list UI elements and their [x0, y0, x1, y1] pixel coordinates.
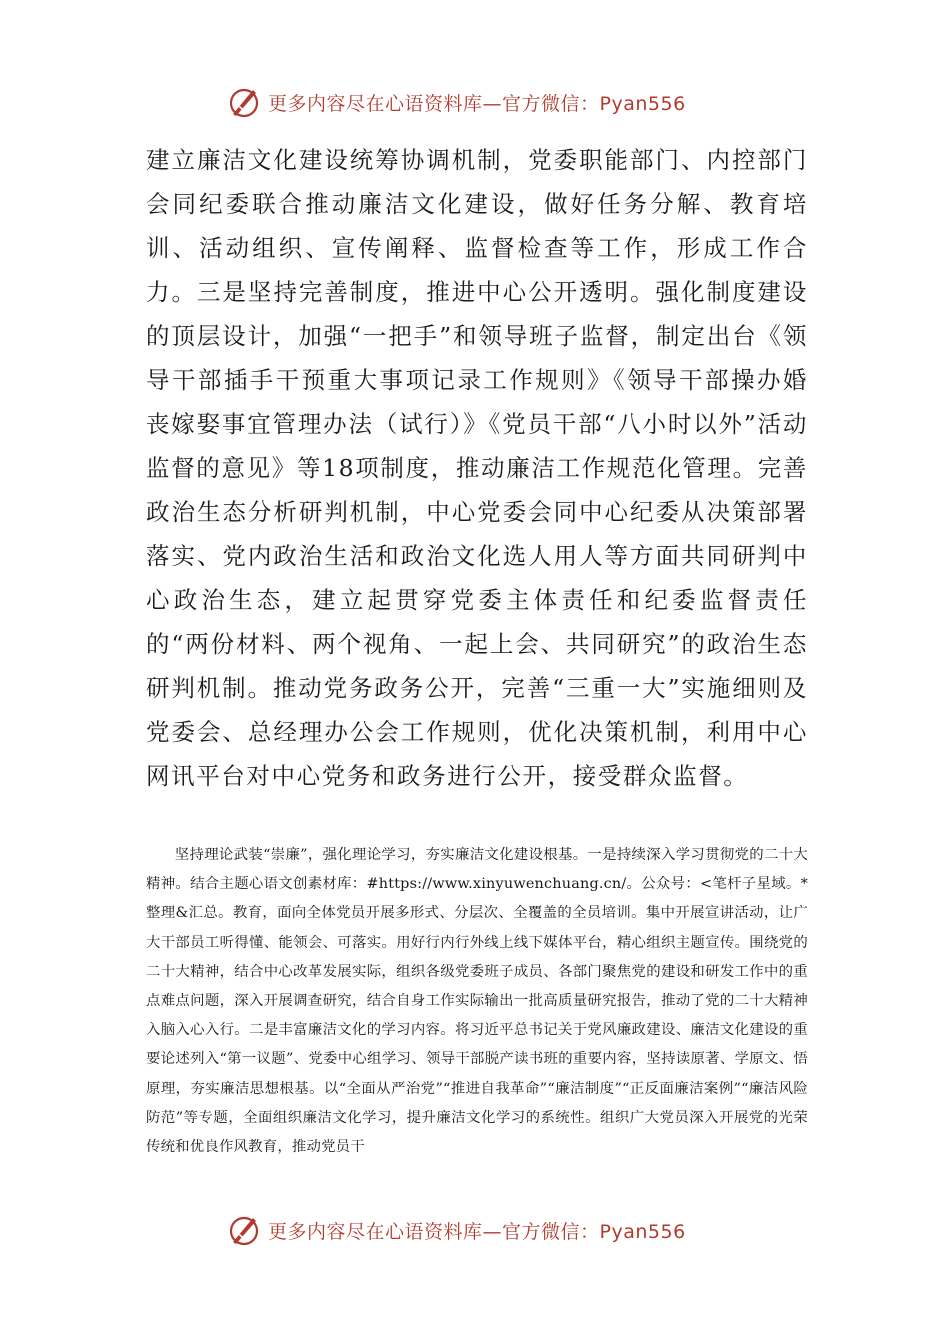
pen-circle-logo-icon: [226, 1212, 262, 1248]
pen-circle-logo-icon: [226, 84, 262, 120]
body-paragraph-small: 坚持理论武装“崇廉”，强化理论学习，夯实廉洁文化建设根基。一是持续深入学习贯彻党的二十大精神。结合主题心语文创素材库：#https://www.xinyuwenchuang.cn/。公众号：<笔杆子星域。*整理&汇总。教育，面向全体党员开展多形式、分层次、全覆盖的全员培训。集中开展宣讲活动，让广大干部员工听得懂、能领会、可落实。用好行内行外线上线下媒体平台，精心组织主题宣传。围绕党的二十大精神，结合中心改革发展实际，组织各级党委班子成员、各部门聚焦党的建设和研发工作中的重点难点问题，深入开展调查研究，结合自身工作实际输出一批高质量研究报告，推动了党的二十大精神入脑入心入行。二是丰富廉洁文化的学习内容。将习近平总书记关于党风廉政建设、廉洁文化建设的重要论述列入“第一议题”、党委中心组学习、领导干部脱产读书班的重要内容，坚持读原著、学原文、悟原理，夯实廉洁思想根基。以“全面从严治党”“推进自我革命”“廉洁制度”“正反面廉洁案例”“廉洁风险防范”等专题，全面组织廉洁文化学习，提升廉洁文化学习的系统性。组织广大党员深入开展党的光荣传统和优良作风教育，推动党员干: [146, 847, 808, 1156]
header-banner: [226, 82, 746, 122]
body-paragraph-large: 建立廉洁文化建设统筹协调机制，党委职能部门、内控部门会同纪委联合推动廉洁文化建设，做好任务分解、教育培训、活动组织、宣传阐释、监督检查等工作，形成工作合力。三是坚持完善制度，推进中心公开透明。强化制度建设的顶层设计，加强“一把手”和领导班子监督，制定出台《领导干部插手干预重大事项记录工作规则》《领导干部操办婚丧嫁娶事宜管理办法（试行）》《党员干部“八小时以外”活动监督的意见》等18项制度，推动廉洁工作规范化管理。完善政治生态分析研判机制，中心党委会同中心纪委从决策部署落实、党内政治生活和政治文化选人用人等方面共同研判中心政治生态，建立起贯穿党委主体责任和纪委监督责任的“两份材料、两个视角、一起上会、共同研究”的政治生态研判机制。推动党务政务公开，完善“三重一大”实施细则及党委会、总经理办公会工作规则，优化决策机制，利用中心网讯平台对中心党务和政务进行公开，接受群众监督。: [146, 146, 808, 790]
footer-banner-text: 更多内容尽在心语资料库—官方微信：Pyan556: [268, 1220, 686, 1243]
footer-banner: [226, 1210, 746, 1250]
header-banner-text: 更多内容尽在心语资料库—官方微信：Pyan556: [268, 92, 686, 115]
